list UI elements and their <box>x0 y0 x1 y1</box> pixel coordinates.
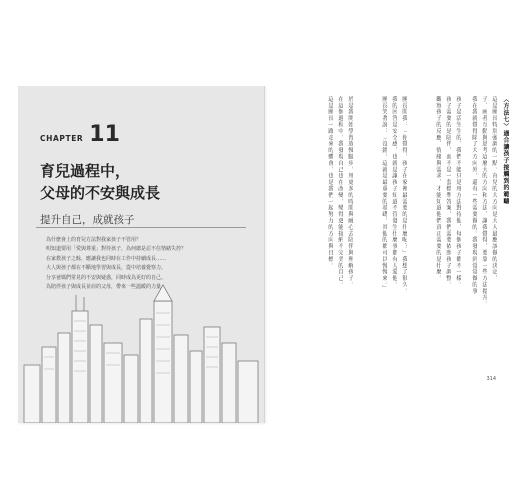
text-column: 孩子需要的是陪伴，而不是一套標準答案，我們需要依照孩子調整。 <box>445 96 451 288</box>
text-column: 團長問我：「你覺得，孩子在家裡最需要的是什麼呢？」我想了很久。 <box>401 96 407 295</box>
page-number: 314 <box>486 376 496 382</box>
text-column: 這是團長一路走來的體會，也是我們一起努力的方向與目標。 <box>327 96 333 269</box>
right-page <box>270 96 510 404</box>
intro-line: 分享爸媽們常見的不安與疑惑，同時成為更好的自己。 <box>46 274 167 281</box>
intro-line: 在家教孩子之餘，應讓我也同時在工作中持續成長…… <box>46 255 167 262</box>
chapter-number: 11 <box>89 122 120 147</box>
left-page <box>18 86 265 423</box>
chapter-subtitle: 提升自己，成就孩子 <box>40 214 135 226</box>
intro-line: 為陪伴孩子與成長並肩的父母，帶來一些溫暖的力量。 <box>46 284 167 291</box>
text-column: 團長笑著說：「沒錯，這就是最重要的基礎，其他的都可以慢慢來。」 <box>381 96 387 292</box>
text-column: 我在我就覺得除了大方向外，還有一些需要做的。我發現到常常做的事 <box>471 96 477 295</box>
section-heading: 〈方法七〉適合讓孩子接觸到的範疇 <box>502 96 509 205</box>
text-column: 觀察孩子的反應、情緒與需求，才能知道他們真正需要的是什麼。 <box>435 96 441 282</box>
text-column: 於是我開始學習放慢腳步，用更多的時間與耐心去陪伴與理解孩子。 <box>347 96 353 288</box>
text-column: 我的回答是安全感，也就是讓孩子知道不管發生什麼事都有人愛他。 <box>391 96 397 288</box>
text-column: 子、兩者互動與思考這麼大的方向和方法，讓我覺得，要靠一些方法提升。 <box>481 96 487 308</box>
city-skyline-illustration <box>18 273 264 423</box>
text-column: 在這個過程中，我發現自己也在改變，變得更能接納不完美的自己。 <box>337 96 343 288</box>
chapter-title-line-1: 育兒過程中， <box>40 162 131 180</box>
text-column: 這是團長特別強調的一點。育兒的大方向是大人最應該做的決定， <box>491 96 497 282</box>
chapter-label: CHAPTER <box>40 134 84 143</box>
chapter-title-line-2: 父母的不安與成長 <box>40 184 161 202</box>
chapter-heading <box>40 122 120 147</box>
chapter-title <box>40 160 160 204</box>
subtitle-divider <box>36 227 246 228</box>
intro-line: 明知道要用「愛與尊重」對待孩子，為何總是忍不住情緒失控？ <box>46 246 187 253</box>
intro-line: 為什麼會上的育兒方法對我家孩子不管用？ <box>46 237 142 243</box>
intro-line: 大人與孩子都在不斷地學習與成長，從中培養覺察力。 <box>46 265 167 272</box>
text-column: 孩子是活生生的，我們不能只是用方法對待他，每個孩子都不一樣。 <box>455 96 461 288</box>
